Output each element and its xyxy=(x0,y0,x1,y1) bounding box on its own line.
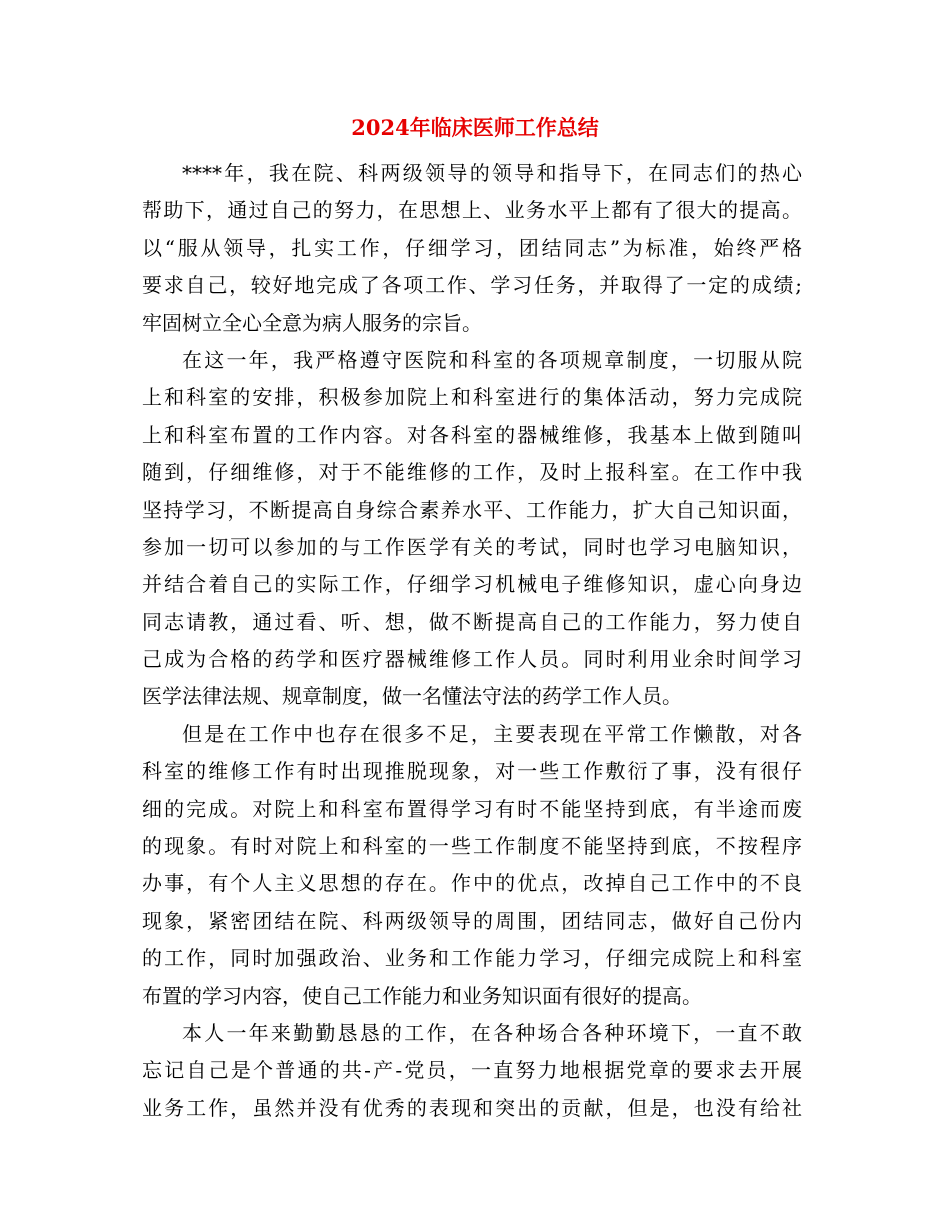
paragraph-4 xyxy=(142,1015,802,1127)
text-line: 坚持学习，不断提高自身综合素养水平、工作能力，扩大自己知识面， xyxy=(142,497,802,522)
paragraph-3 xyxy=(142,716,802,1015)
text-line: 牢固树立全心全意为病人服务的宗旨。 xyxy=(142,310,482,335)
document-body xyxy=(142,155,802,1127)
text-line: 业务工作，虽然并没有优秀的表现和突出的贡献，但是，也没有给社 xyxy=(142,1095,802,1120)
text-line: 本人一年来勤勤恳恳的工作，在各种场合各种环境下，一直不敢 xyxy=(182,1020,802,1045)
text-line: 帮助下，通过自己的努力，在思想上、业务水平上都有了很大的提高。 xyxy=(142,198,802,223)
text-line: 以“服从领导，扎实工作，仔细学习，团结同志”为标准，始终严格 xyxy=(142,235,802,260)
text-line: 随到，仔细维修，对于不能维修的工作，及时上报科室。在工作中我 xyxy=(142,460,802,485)
text-line: 己成为合格的药学和医疗器械维修工作人员。同时利用业余时间学习 xyxy=(142,647,802,672)
text-line: 上和科室布置的工作内容。对各科室的器械维修，我基本上做到随叫 xyxy=(142,422,802,447)
text-line: 参加一切可以参加的与工作医学有关的考试，同时也学习电脑知识， xyxy=(142,534,802,559)
text-line: 忘记自己是个普通的共-产-党员，一直努力地根据党章的要求去开展 xyxy=(142,1058,802,1083)
text-line: 但是在工作中也存在很多不足，主要表现在平常工作懒散，对各 xyxy=(182,721,802,746)
text-line: 并结合着自己的实际工作，仔细学习机械电子维修知识，虚心向身边 xyxy=(142,572,802,597)
paragraph-2 xyxy=(142,342,802,716)
text-line: 科室的维修工作有时出现推脱现象，对一些工作敷衍了事，没有很仔 xyxy=(142,759,802,784)
paragraph-1 xyxy=(142,155,802,342)
page-title: 2024年临床医师工作总结 xyxy=(351,115,599,140)
text-line: ****年，我在院、科两级领导的领导和指导下，在同志们的热心 xyxy=(182,161,802,185)
text-line: 在这一年，我严格遵守医院和科室的各项规章制度，一切服从院 xyxy=(182,347,802,372)
text-line: 办事，有个人主义思想的存在。作中的优点，改掉自己工作中的不良 xyxy=(142,871,802,896)
text-line: 布置的学习内容，使自己工作能力和业务知识面有很好的提高。 xyxy=(142,983,702,1008)
text-line: 医学法律法规、规章制度，做一名懂法守法的药学工作人员。 xyxy=(142,684,682,709)
text-line: 上和科室的安排，积极参加院上和科室进行的集体活动，努力完成院 xyxy=(142,385,802,410)
text-line: 现象，紧密团结在院、科两级领导的周围，团结同志，做好自己份内 xyxy=(142,908,802,933)
text-line: 的工作，同时加强政治、业务和工作能力学习，仔细完成院上和科室 xyxy=(142,946,802,971)
text-line: 细的完成。对院上和科室布置得学习有时不能坚持到底，有半途而废 xyxy=(142,796,802,821)
text-line: 要求自己，较好地完成了各项工作、学习任务，并取得了一定的成绩; xyxy=(142,273,802,298)
text-line: 的现象。有时对院上和科室的一些工作制度不能坚持到底，不按程序 xyxy=(142,834,802,859)
text-line: 同志请教，通过看、听、想，做不断提高自己的工作能力，努力使自 xyxy=(142,609,802,634)
